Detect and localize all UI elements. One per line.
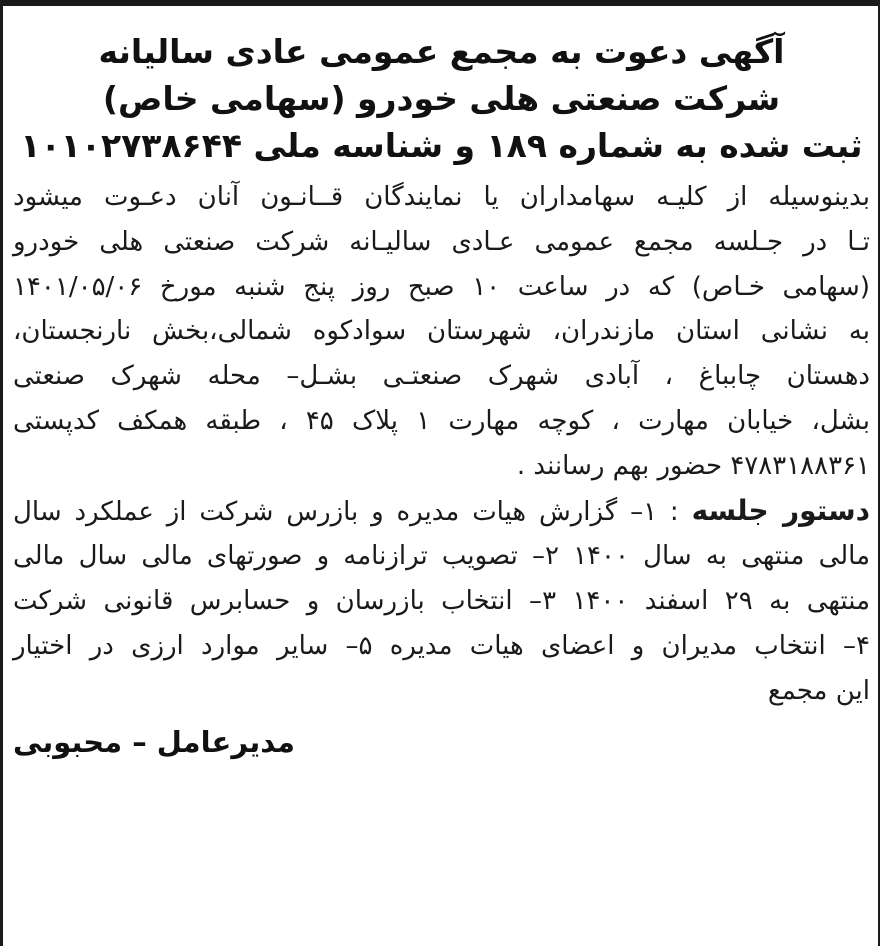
body-line: دهستان چابباغ ، آبادی شهرک صنعتـی بشـل– محله شهرک صنعتی <box>13 361 870 392</box>
body-line: تـا در جـلسه مجمع عمومی عـادی سالیـانه شرکت صنعتی هلی خودرو <box>13 226 870 257</box>
body-line: ۴۷۸۳۱۸۸۳۶۱ حضور بهم رسانند . <box>516 450 870 481</box>
agenda-first-line <box>13 489 870 535</box>
agenda-line: منتهی به ۲۹ اسفند ۱۴۰۰ ۳– انتخاب بازرسان و حسابرس قانونی شرکت <box>13 586 871 617</box>
agenda-line: ۴– انتخاب مدیران و اعضای هیات مدیره ۵– سایر موارد ارزی در اختیار <box>13 630 870 661</box>
body-line: (سهامی خـاص) که در ساعت ۱۰ صبح روز پنج شنبه مورخ ۱۴۰۱/۰۵/۰۶ <box>13 271 870 302</box>
company-name-heading: شرکت صنعتی هلی خودرو (سهامی خاص) <box>102 79 781 118</box>
invitation-body <box>13 175 870 489</box>
notice-content <box>13 6 870 766</box>
body-line: بدینوسیله از کلیـه سهامداران یا نمایندگان قــانـون آنان دعـوت میشود <box>13 182 870 212</box>
agenda-heading: دستور جلسه <box>691 493 870 527</box>
notice-title: آگهی دعوت به مجمع عمومی عادی سالیانه <box>98 32 785 71</box>
registration-heading: ثبت شده به شماره ۱۸۹ و شناسه ملی ۱۰۱۰۲۷۳۸۶۴۴ <box>20 126 863 165</box>
body-line: بشل، خیابان مهارت ، کوچه مهارت ۱ پلاک ۴۵ ، طبقه همکف کدپستی <box>13 405 870 436</box>
agenda-item-text: : ۱– گزارش هیات مدیره و بازرس شرکت از عملکرد سال <box>13 496 692 527</box>
body-line: به نشانی استان مازندران، شهرستان سوادکوه شمالی،بخش نارنجستان، <box>13 316 870 347</box>
signature: مدیرعامل – محبوبی <box>13 724 295 759</box>
signature-wrapper <box>13 718 870 766</box>
agenda-section <box>13 489 870 714</box>
agenda-line: مالی منتهی به سال ۱۴۰۰ ۲– تصویب ترازنامه و صورتهای مالی سال مالی <box>13 541 871 572</box>
agenda-line: این مجمع <box>767 675 870 706</box>
